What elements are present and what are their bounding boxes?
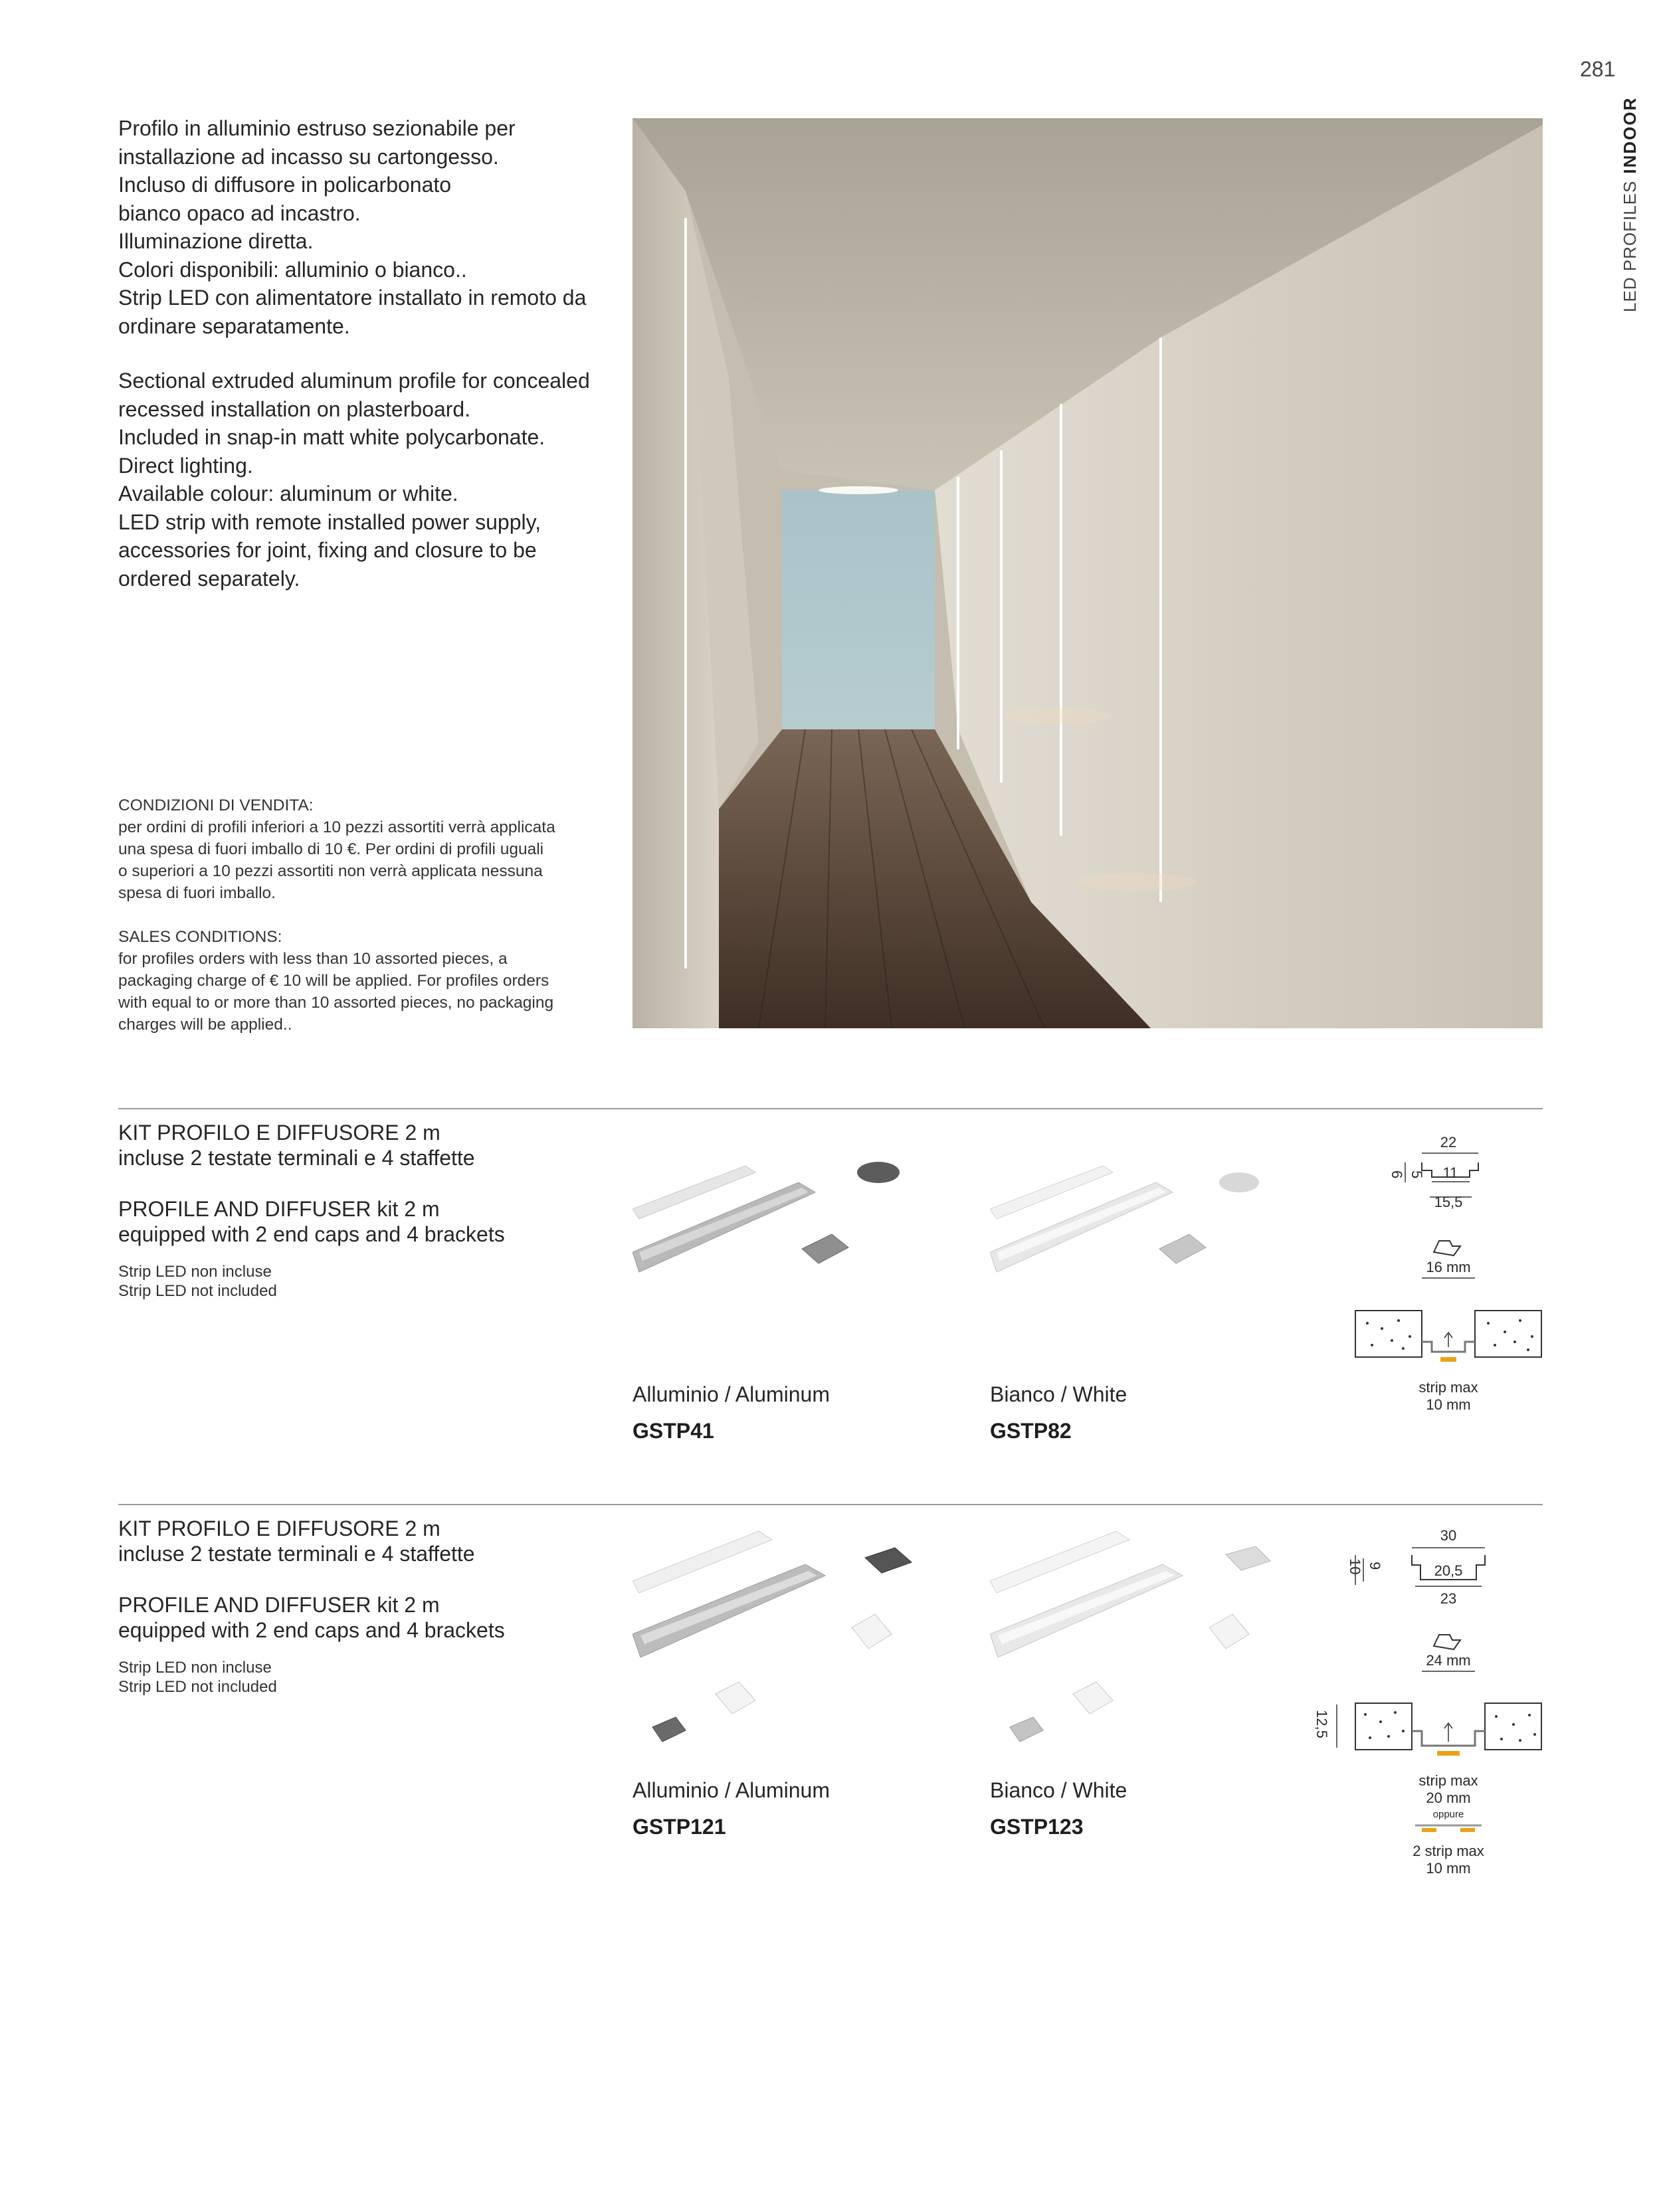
led-strip-icon bbox=[1422, 1828, 1436, 1832]
text-line: KIT PROFILO E DIFFUSORE 2 m bbox=[118, 1121, 440, 1145]
dim-width-top: 30 bbox=[1440, 1527, 1457, 1544]
text-line: incluse 2 testate terminali e 4 staffette bbox=[118, 1146, 475, 1170]
dim-height-total: 10 bbox=[1347, 1558, 1363, 1575]
strip-max-value: 10 mm bbox=[1426, 1396, 1471, 1413]
kit-note bbox=[118, 1658, 277, 1697]
variant-label: Alluminio / Aluminum bbox=[633, 1382, 830, 1406]
led-strip-icon bbox=[1437, 1751, 1460, 1756]
variant-label: Bianco / White bbox=[990, 1382, 1127, 1406]
text-line: packaging charge of € 10 will be applied. For profiles orders bbox=[118, 972, 549, 990]
text-line: ordered separately. bbox=[118, 566, 300, 591]
dim-inner-width: 20,5 bbox=[1434, 1562, 1463, 1579]
text-line: Strip LED not included bbox=[118, 1678, 277, 1696]
product-code: GSTP41 bbox=[633, 1419, 714, 1443]
strip-max-label: strip max bbox=[1418, 1379, 1478, 1396]
text-line: ordinare separatamente. bbox=[118, 314, 350, 338]
product-image-aluminum bbox=[633, 1156, 918, 1289]
text-line: Incluso di diffusore in policarbonato bbox=[118, 173, 452, 197]
text-line: accessories for joint, fixing and closure to be bbox=[118, 538, 537, 562]
text-line: installazione ad incasso su cartongesso. bbox=[118, 144, 499, 169]
kit-title-english bbox=[118, 1196, 505, 1247]
profile-white-illustration bbox=[990, 1156, 1276, 1289]
description-italian bbox=[118, 114, 597, 340]
page-number: 281 bbox=[1580, 57, 1616, 81]
text-line: equipped with 2 end caps and 4 brackets bbox=[118, 1222, 505, 1246]
description-english bbox=[118, 367, 597, 593]
text-line: spesa di fuori imballo. bbox=[118, 884, 276, 902]
product-code: GSTP123 bbox=[990, 1815, 1084, 1839]
text-line: SALES CONDITIONS: bbox=[118, 928, 282, 946]
text-line: Profilo in alluminio estruso sezionabile per bbox=[118, 116, 516, 140]
strip-max-value: 20 mm bbox=[1426, 1790, 1471, 1806]
product-code: GSTP82 bbox=[990, 1419, 1072, 1443]
text-line: CONDIZIONI DI VENDITA: bbox=[118, 796, 314, 814]
corridor-illustration bbox=[633, 118, 1543, 1028]
text-line: charges will be applied.. bbox=[118, 1016, 292, 1034]
profile-aluminum-illustration bbox=[633, 1156, 918, 1289]
led-strip-icon bbox=[1460, 1828, 1475, 1832]
cutout-icon bbox=[1434, 1241, 1460, 1255]
led-strip-icon bbox=[1440, 1357, 1456, 1362]
profile-white-illustration bbox=[990, 1528, 1276, 1754]
text-line: per ordini di profili inferiori a 10 pezzi assortiti verrà applicata bbox=[118, 818, 555, 836]
text-line: Colori disponibili: alluminio o bianco.. bbox=[118, 257, 467, 282]
text-line: Included in snap-in matt white polycarbonate. bbox=[118, 425, 545, 449]
text-line: KIT PROFILO E DIFFUSORE 2 m bbox=[118, 1517, 440, 1540]
text-line: Illuminazione diretta. bbox=[118, 229, 314, 253]
dim-width-top: 22 bbox=[1440, 1134, 1457, 1151]
text-line: una spesa di fuori imballo di 10 €. Per ordini di profili uguali bbox=[118, 840, 544, 858]
strip2-max-value: 10 mm bbox=[1426, 1860, 1471, 1877]
section-divider bbox=[118, 1108, 1543, 1109]
kit-title-english bbox=[118, 1592, 505, 1643]
variant-label: Alluminio / Aluminum bbox=[633, 1778, 830, 1802]
kit-title-italian bbox=[118, 1516, 475, 1566]
profile-aluminum-illustration bbox=[633, 1528, 918, 1754]
kit-note bbox=[118, 1262, 277, 1301]
or-label: oppure bbox=[1432, 1809, 1464, 1820]
corridor-photo bbox=[633, 118, 1543, 1028]
dim-cutout: 16 mm bbox=[1426, 1259, 1471, 1275]
cutout-icon bbox=[1434, 1635, 1460, 1649]
text-line: bianco opaco ad incastro. bbox=[118, 201, 361, 225]
text-line: Strip LED not included bbox=[118, 1282, 277, 1300]
text-line: recessed installation on plasterboard. bbox=[118, 397, 471, 421]
kit-title-italian bbox=[118, 1120, 475, 1170]
text-line: with equal to or more than 10 assorted pieces, no packaging bbox=[118, 994, 554, 1012]
strip2-max-label: 2 strip max bbox=[1413, 1843, 1484, 1859]
section-divider bbox=[118, 1504, 1543, 1505]
text-line: PROFILE AND DIFFUSER kit 2 m bbox=[118, 1593, 440, 1617]
text-line: Strip LED non incluse bbox=[118, 1263, 272, 1281]
dim-height-inner: 9 bbox=[1367, 1562, 1383, 1570]
text-line: Strip LED non incluse bbox=[118, 1659, 272, 1677]
product-image-white bbox=[990, 1528, 1276, 1754]
dim-depth: 12,5 bbox=[1314, 1710, 1330, 1738]
dim-inner-width: 11 bbox=[1442, 1164, 1458, 1181]
dim-width-bottom: 15,5 bbox=[1434, 1194, 1463, 1210]
dim-height-total: 6 bbox=[1389, 1170, 1405, 1179]
section-label bbox=[1620, 97, 1640, 312]
strip-max-label: strip max bbox=[1418, 1772, 1478, 1789]
text-line: Available colour: aluminum or white. bbox=[118, 482, 458, 506]
text-line: for profiles orders with less than 10 assorted pieces, a bbox=[118, 950, 508, 968]
section-label-strong: INDOOR bbox=[1620, 96, 1640, 174]
section-label-prefix: LED PROFILES bbox=[1620, 180, 1640, 312]
dim-cutout: 24 mm bbox=[1426, 1652, 1471, 1669]
text-line: Sectional extruded aluminum profile for concealed bbox=[118, 369, 590, 393]
text-line: PROFILE AND DIFFUSER kit 2 m bbox=[118, 1197, 440, 1221]
text-line: incluse 2 testate terminali e 4 staffette bbox=[118, 1542, 475, 1566]
sales-conditions-english bbox=[118, 926, 597, 1036]
product-image-white bbox=[990, 1156, 1276, 1289]
text-line: equipped with 2 end caps and 4 brackets bbox=[118, 1618, 505, 1642]
text-line: o superiori a 10 pezzi assortiti non verrà applicata nessuna bbox=[118, 862, 543, 880]
product-image-aluminum bbox=[633, 1528, 918, 1754]
technical-diagram bbox=[1349, 1129, 1548, 1422]
dim-width-bottom: 23 bbox=[1440, 1590, 1457, 1607]
text-line: Direct lighting. bbox=[118, 453, 253, 478]
technical-diagram bbox=[1316, 1525, 1548, 1884]
variant-label: Bianco / White bbox=[990, 1778, 1127, 1802]
sales-conditions-italian bbox=[118, 794, 597, 904]
dim-height-inner: 5 bbox=[1409, 1170, 1425, 1179]
product-code: GSTP121 bbox=[633, 1815, 726, 1839]
text-line: Strip LED con alimentatore installato in remoto da bbox=[118, 286, 587, 310]
text-line: LED strip with remote installed power supply, bbox=[118, 509, 541, 534]
